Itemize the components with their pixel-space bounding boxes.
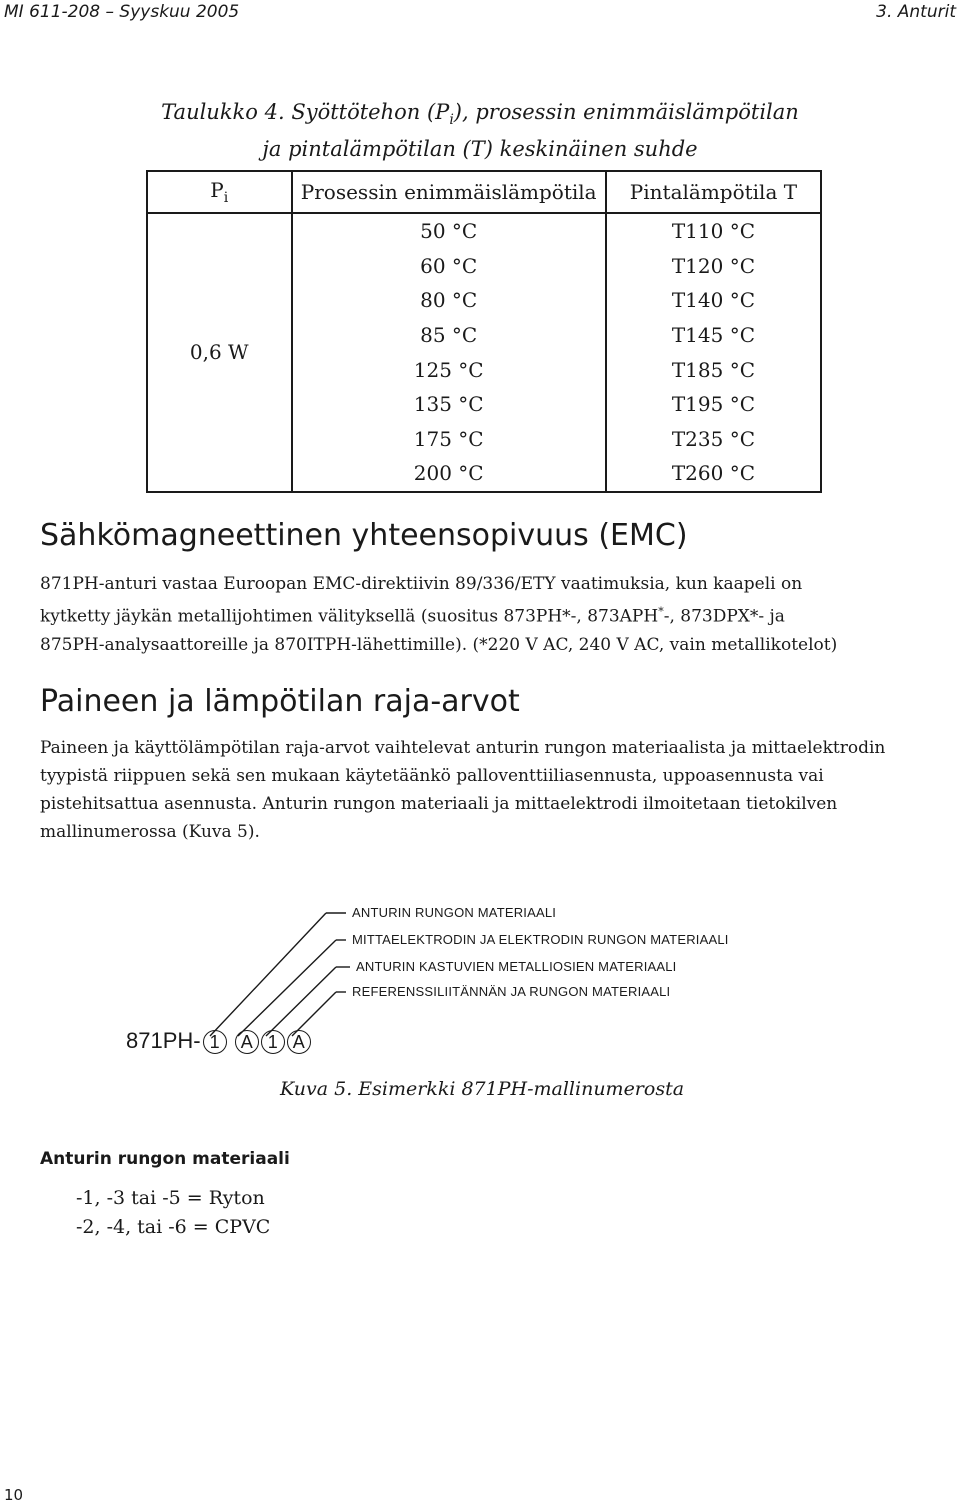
emc-line-2: kytketty jäykän metallijohtimen välityksellä (suositus 873PH*-, 873APH*-, 873DPX*- ja [40,605,785,627]
surface-temp-cell: T140 °C [606,283,821,318]
col-header-pi: $P_i$ [147,171,292,213]
pi-value-cell: 0,6 W [147,213,292,492]
model-code-2: A [235,1030,259,1054]
process-temp-cell: 200 °C [292,456,606,492]
process-temp-cell: 175 °C [292,422,606,457]
leader-line-1 [210,913,326,1036]
materials-item-1: -1, -3 tai -5 = Ryton [76,1187,265,1209]
table-caption-sub: i [449,112,454,129]
figure-caption: Kuva 5. Esimerkki 871PH-mallinumerosta [280,1078,685,1100]
figure-label-4: REFERENSSILIITÄNNÄN JA RUNGON MATERIAALI [352,984,671,999]
process-temp-cell: 125 °C [292,352,606,387]
model-code-1: 1 [203,1030,227,1054]
process-temp-cell: 60 °C [292,249,606,284]
emc-heading: Sähkömagneettinen yhteensopivuus (EMC) [40,518,688,553]
col-header-process-temp: Prosessin enimmäislämpötila [292,171,606,213]
figure-label-3: ANTURIN KASTUVIEN METALLIOSIEN MATERIAALI [356,959,677,974]
page-number: 10 [4,1486,24,1504]
surface-temp-cell: T110 °C [606,213,821,249]
limits-line-4: mallinumerossa (Kuva 5). [40,822,260,842]
header-section: 3. Anturit [876,2,956,22]
limits-line-3: pistehitsattua asennusta. Anturin rungon materiaali ja mittaelektrodi ilmoitetaan tietokilven [40,794,838,814]
figure-label-1: ANTURIN RUNGON MATERIAALI [352,905,557,920]
col-header-surface-temp: Pintalämpötila T [606,171,821,213]
process-temp-cell: 85 °C [292,318,606,353]
process-temp-cell: 135 °C [292,387,606,422]
limits-line-1: Paineen ja käyttölämpötilan raja-arvot vaihtelevat anturin rungon materiaalista ja mittaelektrodin [40,738,886,758]
process-temp-cell: 80 °C [292,283,606,318]
figure-label-2: MITTAELEKTRODIN JA ELEKTRODIN RUNGON MATERIAALI [352,932,729,947]
surface-temp-cell: T195 °C [606,387,821,422]
surface-temp-cell: T260 °C [606,456,821,492]
materials-list [76,1184,270,1242]
limits-heading: Paineen ja lämpötilan raja-arvot [40,684,520,719]
emc-line-1: 871PH-anturi vastaa Euroopan EMC-direktiivin 89/336/ETY vaatimuksia, kun kaapeli on [40,574,803,594]
surface-temp-cell: T235 °C [606,422,821,457]
table-caption-line2: ja pintalämpötilan (T) keskinäinen suhde [262,137,698,162]
surface-temp-cell: T120 °C [606,249,821,284]
table-caption-label: Taulukko 4. [161,100,285,124]
leader-line-3 [266,967,336,1036]
emc-line-3: 875PH-analysaattoreille ja 870ITPH-lähettimille). (*220 V AC, 240 V AC, vain metallikotelot) [40,634,838,655]
model-code-4: A [287,1030,311,1054]
surface-temp-cell: T145 °C [606,318,821,353]
model-number [126,1028,311,1054]
table-caption-part-b: ), prosessin enimmäislämpötilan [453,100,799,124]
materials-item-2: -2, -4, tai -6 = CPVC [76,1216,271,1238]
surface-temp-cell: T185 °C [606,352,821,387]
process-temp-cell: 50 °C [292,213,606,249]
table-caption-part-a: Syöttötehon (P [291,100,450,124]
header-doc-id: MI 611-208 – Syyskuu 2005 [4,2,240,22]
limits-line-2: tyypistä riippuen sekä sen mukaan käytetäänkö palloventtiiliasennusta, uppoasennusta vai [40,766,824,786]
model-code-3: 1 [261,1030,285,1054]
materials-heading: Anturin rungon materiaali [40,1149,290,1169]
model-prefix: 871PH- [126,1028,201,1053]
